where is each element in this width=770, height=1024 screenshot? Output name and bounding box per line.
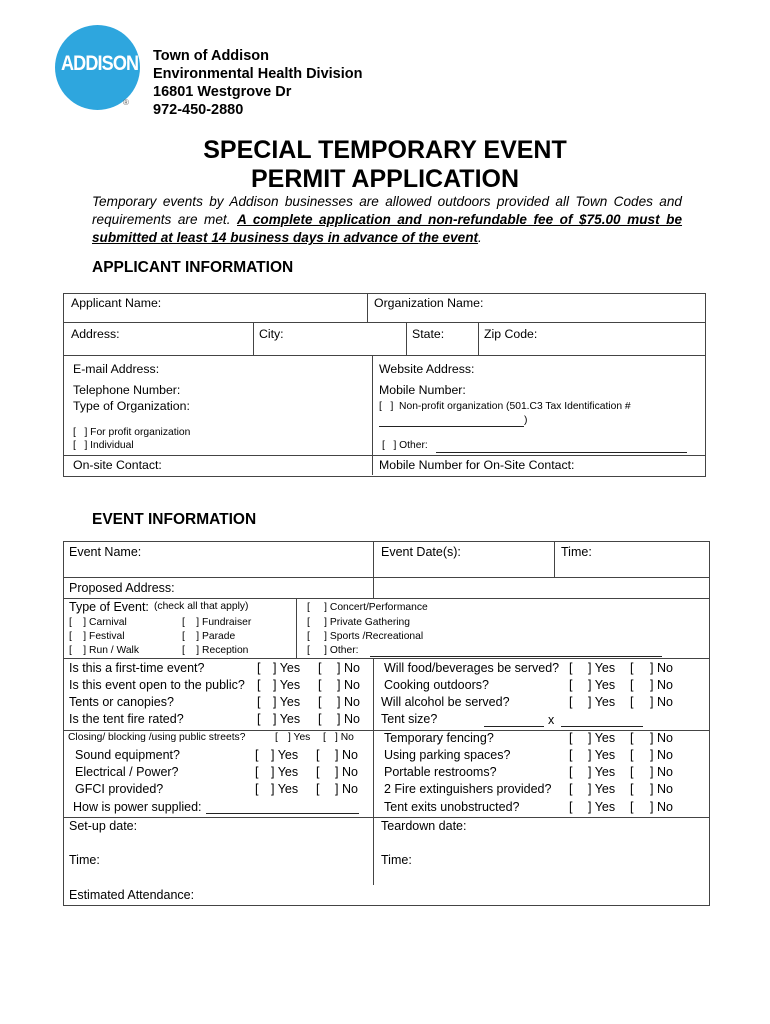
first-time-question: Is this a first-time event? xyxy=(69,661,205,675)
street-closing-question: Closing/ blocking /using public streets? xyxy=(68,732,246,743)
intro-text: Temporary events by Addison businesses are allowed outdoors provided all Town Codes and requirements are met. xyxy=(92,194,682,227)
sound-question: Sound equipment? xyxy=(75,748,180,762)
run-walk-option[interactable]: [ ] Run / Walk xyxy=(69,645,139,656)
fencing-yes-bracket[interactable]: [ xyxy=(569,731,573,745)
applicant-name-label: Applicant Name: xyxy=(71,296,162,310)
street-closing-no-option[interactable]: ] No xyxy=(335,732,354,743)
street-closing-yes-option[interactable]: ] Yes xyxy=(288,732,311,743)
alcohol-yes-option[interactable]: ] Yes xyxy=(588,695,616,709)
divider xyxy=(373,542,374,578)
sound-yes-option[interactable]: ] Yes xyxy=(271,748,299,762)
divider xyxy=(63,658,709,659)
electrical-yes-bracket[interactable]: [ xyxy=(255,765,259,779)
fencing-no-bracket[interactable]: [ xyxy=(630,731,634,745)
fire-rated-yes-bracket[interactable]: [ xyxy=(257,712,261,726)
street-closing-no-bracket[interactable]: [ xyxy=(323,732,326,743)
nonprofit-option[interactable]: [ ] Non-profit organization (501.C3 Tax Identification # xyxy=(379,401,631,412)
divider xyxy=(63,355,705,356)
tents-no-option[interactable]: ] No xyxy=(337,695,360,709)
alcohol-yes-bracket[interactable]: [ xyxy=(569,695,573,709)
parking-no-option[interactable]: ] No xyxy=(650,748,673,762)
gfci-no-bracket[interactable]: [ xyxy=(316,782,320,796)
parking-no-bracket[interactable]: [ xyxy=(630,748,634,762)
carnival-option[interactable]: [ ] Carnival xyxy=(69,617,127,628)
tent-length-blank[interactable] xyxy=(561,726,643,727)
setup-date-label: Set-up date: xyxy=(69,819,138,833)
parking-question: Using parking spaces? xyxy=(384,748,511,762)
street-address: 16801 Westgrove Dr xyxy=(153,84,292,100)
divider xyxy=(373,730,374,817)
nonprofit-close: ) xyxy=(524,415,528,426)
cooking-question: Cooking outdoors? xyxy=(384,678,489,692)
power-supply-blank[interactable] xyxy=(206,813,359,814)
extinguishers-no-option[interactable]: ] No xyxy=(650,782,673,796)
other-org-option[interactable]: [ ] Other: xyxy=(382,440,428,451)
first-time-yes-option[interactable]: ] Yes xyxy=(273,661,301,675)
parking-yes-option[interactable]: ] Yes xyxy=(588,748,616,762)
tent-size-question: Tent size? xyxy=(381,712,438,726)
divider xyxy=(373,817,374,885)
tent-size-x: x xyxy=(548,713,555,727)
phone-number: 972-450-2880 xyxy=(153,102,244,118)
electrical-no-bracket[interactable]: [ xyxy=(316,765,320,779)
address-label: Address: xyxy=(71,327,120,341)
mobile-label: Mobile Number: xyxy=(379,383,466,397)
public-no-option[interactable]: ] No xyxy=(337,678,360,692)
setup-time-label: Time: xyxy=(69,853,100,867)
parking-yes-bracket[interactable]: [ xyxy=(569,748,573,762)
intro-paragraph xyxy=(92,193,682,247)
alcohol-question: Will alcohol be served? xyxy=(381,695,510,709)
divider xyxy=(554,542,555,578)
organization-name-label: Organization Name: xyxy=(374,296,484,310)
restrooms-question: Portable restrooms? xyxy=(384,765,497,779)
sound-no-bracket[interactable]: [ xyxy=(316,748,320,762)
logo-text: ADDISON xyxy=(60,52,139,75)
first-time-no-option[interactable]: ] No xyxy=(337,661,360,675)
tents-yes-option[interactable]: ] Yes xyxy=(273,695,301,709)
tents-no-bracket[interactable]: [ xyxy=(318,695,322,709)
divider xyxy=(63,455,705,456)
check-all-note: (check all that apply) xyxy=(154,601,249,612)
public-yes-option[interactable]: ] Yes xyxy=(273,678,301,692)
website-label: Website Address: xyxy=(379,362,475,376)
concert-option[interactable]: [ ] Concert/Performance xyxy=(307,602,428,613)
sports-option[interactable]: [ ] Sports /Recreational xyxy=(307,631,424,642)
tents-question: Tents or canopies? xyxy=(69,695,174,709)
restrooms-no-bracket[interactable]: [ xyxy=(630,765,634,779)
reception-option[interactable]: [ ] Reception xyxy=(182,645,249,656)
fire-rated-no-option[interactable]: ] No xyxy=(337,712,360,726)
other-org-blank[interactable] xyxy=(436,452,687,453)
tent-exits-no-option[interactable]: ] No xyxy=(650,800,673,814)
telephone-label: Telephone Number: xyxy=(73,383,181,397)
teardown-date-label: Teardown date: xyxy=(381,819,467,833)
city-label: City: xyxy=(259,327,284,341)
onsite-mobile-label: Mobile Number for On-Site Contact: xyxy=(379,458,575,472)
gfci-question: GFCI provided? xyxy=(75,782,164,796)
divider xyxy=(63,598,709,599)
registered-mark: ® xyxy=(123,98,129,107)
event-time-label: Time: xyxy=(561,545,592,559)
fencing-yes-option[interactable]: ] Yes xyxy=(588,731,616,745)
fire-rated-no-bracket[interactable]: [ xyxy=(318,712,322,726)
onsite-contact-label: On-site Contact: xyxy=(73,458,162,472)
intro-end: . xyxy=(478,230,482,245)
gfci-no-option[interactable]: ] No xyxy=(335,782,358,796)
state-label: State: xyxy=(412,327,445,341)
food-no-bracket[interactable]: [ xyxy=(630,661,634,675)
fire-rated-yes-option[interactable]: ] Yes xyxy=(273,712,301,726)
divider xyxy=(63,577,709,578)
extinguishers-yes-option[interactable]: ] Yes xyxy=(588,782,616,796)
sound-yes-bracket[interactable]: [ xyxy=(255,748,259,762)
title-line-1: SPECIAL TEMPORARY EVENT xyxy=(203,136,567,164)
cooking-no-bracket[interactable]: [ xyxy=(630,678,634,692)
electrical-no-option[interactable]: ] No xyxy=(335,765,358,779)
food-yes-option[interactable]: ] Yes xyxy=(588,661,616,675)
divider xyxy=(296,598,297,658)
tent-exits-yes-option[interactable]: ] Yes xyxy=(588,800,616,814)
type-of-event-label: Type of Event: xyxy=(69,600,149,614)
restrooms-no-option[interactable]: ] No xyxy=(650,765,673,779)
applicant-heading: APPLICANT INFORMATION xyxy=(92,259,294,276)
festival-option[interactable]: [ ] Festival xyxy=(69,631,125,642)
alcohol-no-bracket[interactable]: [ xyxy=(630,695,634,709)
intro-requirement: A complete application and non-refundable fee of $75.00 must be submitted at least 14 business days in advance of the event xyxy=(92,212,683,245)
teardown-time-label: Time: xyxy=(381,853,412,867)
org-name: Town of Addison xyxy=(153,48,269,64)
divider xyxy=(63,322,705,323)
parade-option[interactable]: [ ] Parade xyxy=(182,631,236,642)
event-dates-label: Event Date(s): xyxy=(381,545,461,559)
tent-width-blank[interactable] xyxy=(484,726,544,727)
tent-exits-question: Tent exits unobstructed? xyxy=(384,800,520,814)
extinguishers-question: 2 Fire extinguishers provided? xyxy=(384,782,552,796)
individual-option[interactable]: [ ] Individual xyxy=(73,440,134,451)
extinguishers-yes-bracket[interactable]: [ xyxy=(569,782,573,796)
divider xyxy=(253,322,254,355)
public-question: Is this event open to the public? xyxy=(69,678,245,692)
fire-rated-question: Is the tent fire rated? xyxy=(69,712,184,726)
electrical-yes-option[interactable]: ] Yes xyxy=(271,765,299,779)
tent-exits-yes-bracket[interactable]: [ xyxy=(569,800,573,814)
fencing-no-option[interactable]: ] No xyxy=(650,731,673,745)
extinguishers-no-bracket[interactable]: [ xyxy=(630,782,634,796)
for-profit-option[interactable]: [ ] For profit organization xyxy=(73,427,191,438)
cooking-no-option[interactable]: ] No xyxy=(650,678,673,692)
title-line-2: PERMIT APPLICATION xyxy=(250,165,520,193)
organization-type-label: Type of Organization: xyxy=(73,399,190,413)
public-yes-bracket[interactable]: [ xyxy=(257,678,261,692)
fundraiser-option[interactable]: [ ] Fundraiser xyxy=(182,617,252,628)
divider xyxy=(372,355,373,475)
cooking-yes-bracket[interactable]: [ xyxy=(569,678,573,692)
event-name-label: Event Name: xyxy=(69,545,142,559)
tax-id-blank[interactable] xyxy=(379,426,524,427)
divider xyxy=(373,658,374,730)
private-gathering-option[interactable]: [ ] Private Gathering xyxy=(307,617,411,628)
public-no-bracket[interactable]: [ xyxy=(318,678,322,692)
event-heading: EVENT INFORMATION xyxy=(92,511,257,528)
food-question: Will food/beverages be served? xyxy=(384,661,560,675)
attendance-label: Estimated Attendance: xyxy=(69,888,195,902)
divider xyxy=(367,294,368,322)
gfci-yes-option[interactable]: ] Yes xyxy=(271,782,299,796)
divider xyxy=(478,322,479,355)
electrical-question: Electrical / Power? xyxy=(75,765,179,779)
street-closing-yes-bracket[interactable]: [ xyxy=(275,732,278,743)
restrooms-yes-bracket[interactable]: [ xyxy=(569,765,573,779)
alcohol-no-option[interactable]: ] No xyxy=(650,695,673,709)
restrooms-yes-option[interactable]: ] Yes xyxy=(588,765,616,779)
divider xyxy=(373,577,374,598)
first-time-yes-bracket[interactable]: [ xyxy=(257,661,261,675)
proposed-address-label: Proposed Address: xyxy=(69,581,175,595)
divider xyxy=(63,817,709,818)
other-event-blank[interactable] xyxy=(370,656,662,657)
other-event-option[interactable]: [ ] Other: xyxy=(307,645,359,656)
division-name: Environmental Health Division xyxy=(153,66,363,82)
header-address-block xyxy=(153,47,363,119)
tents-yes-bracket[interactable]: [ xyxy=(257,695,261,709)
gfci-yes-bracket[interactable]: [ xyxy=(255,782,259,796)
zip-label: Zip Code: xyxy=(484,327,538,341)
food-yes-bracket[interactable]: [ xyxy=(569,661,573,675)
power-supply-question: How is power supplied: xyxy=(73,800,202,814)
first-time-no-bracket[interactable]: [ xyxy=(318,661,322,675)
email-label: E-mail Address: xyxy=(73,362,160,376)
tent-exits-no-bracket[interactable]: [ xyxy=(630,800,634,814)
cooking-yes-option[interactable]: ] Yes xyxy=(588,678,616,692)
food-no-option[interactable]: ] No xyxy=(650,661,673,675)
sound-no-option[interactable]: ] No xyxy=(335,748,358,762)
divider xyxy=(406,322,407,355)
fencing-question: Temporary fencing? xyxy=(384,731,494,745)
